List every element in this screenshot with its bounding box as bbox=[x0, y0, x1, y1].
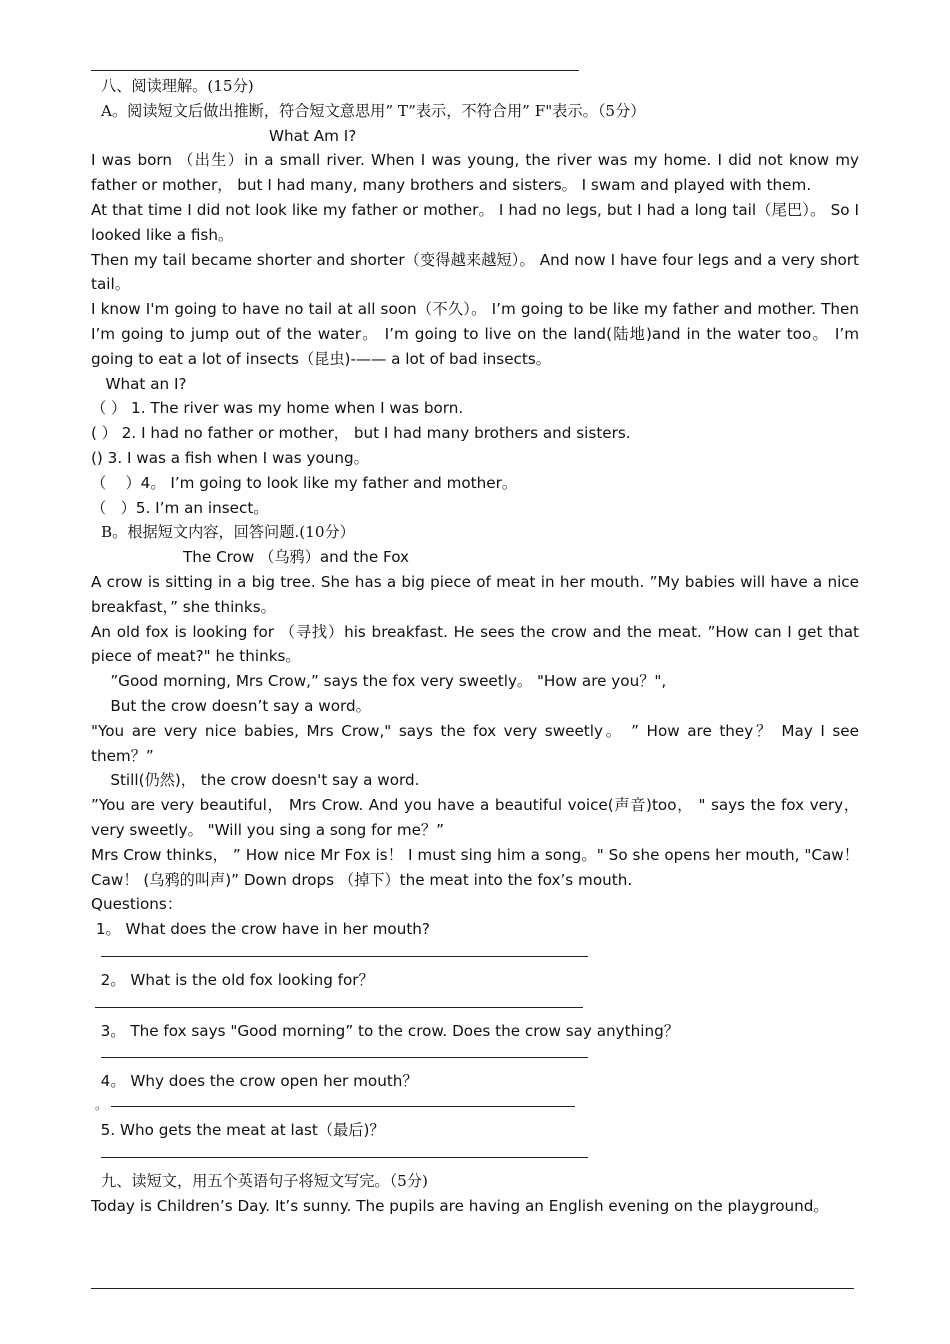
partB-question-2: 2。 What is the old fox looking for？ bbox=[91, 970, 374, 989]
partA-title: What Am I? bbox=[269, 126, 357, 145]
partB-paragraph-5: "You are very nice babies, Mrs Crow," says the fox very sweetly。 ” How are they？ May I see them？” bbox=[91, 721, 859, 765]
partB-instruction: B。根据短文内容，回答问题.(10分） bbox=[101, 523, 355, 542]
section9-paragraph: Today is Children’s Day. It’s sunny. The pupils are having an English evening on the playground。 bbox=[91, 1196, 829, 1215]
partB-paragraph-8: Mrs Crow thinks， ” How nice Mr Fox is！ I must sing him a song。" So she opens her mouth, "Caw！ Caw！ (乌鸦的叫声)” Down drops （掉下）the meat into the fox’s mouth. bbox=[91, 845, 859, 889]
worksheet-page bbox=[91, 58, 859, 1219]
partA-question-2: ( ） 2. I had no father or mother， but I had many brothers and sisters. bbox=[91, 424, 631, 443]
partA-instruction: A。阅读短文后做出推断，符合短文意思用” T”表示，不符合用” F"表示。（5分） bbox=[101, 101, 646, 120]
partA-paragraph-5: What an I? bbox=[91, 374, 187, 393]
partB-paragraph-4: But the crow doesn’t say a word。 bbox=[91, 696, 371, 715]
partB-question-1: 1。 What does the crow have in her mouth? bbox=[91, 920, 430, 939]
partA-question-1: （ ） 1. The river was my home when I was born. bbox=[91, 399, 464, 418]
partA-paragraph-4: I know I'm going to have no tail at all soon（不久）。 I’m going to be like my father and mother. Then I’m going to jump out of the water。 I’m going to live on the land(陆地)and in the water too。 I’m going to eat a lot of insects（昆虫)-—— a lot of bad insects。 bbox=[91, 300, 859, 368]
partA-question-5: （ ）5. I’m an insect。 bbox=[91, 498, 269, 517]
partB-question-4: 4。 Why does the crow open her mouth？ bbox=[91, 1072, 418, 1091]
partB-paragraph-3: ”Good morning, Mrs Crow,” says the fox very sweetly。 "How are you？", bbox=[91, 672, 667, 691]
partA-question-4: （ ）4。 I’m going to look like my father and mother。 bbox=[91, 473, 518, 492]
section9-heading: 九、读短文，用五个英语句子将短文写完。（5分) bbox=[101, 1172, 428, 1191]
answer-line-4[interactable] bbox=[111, 1106, 575, 1108]
bottom-answer-line[interactable] bbox=[91, 1288, 854, 1289]
partA-question-3: () 3. I was a fish when I was young。 bbox=[91, 448, 369, 467]
partB-question-5: 5. Who gets the meat at last（最后)？ bbox=[91, 1121, 385, 1140]
answer-prefix-mark: 。 bbox=[95, 1098, 108, 1113]
partB-paragraph-2: An old fox is looking for （寻找）his breakfast. He sees the crow and the meat. ”How can I get that piece of meat?" he thinks。 bbox=[91, 622, 859, 666]
partA-paragraph-1: I was born （出生）in a small river. When I was young, the river was my home. I did not know my father or mother， but I had many, many brothers and sisters。 I swam and played with them. bbox=[91, 151, 859, 195]
partB-question-3: 3。 The fox says "Good morning” to the crow. Does the crow say anything？ bbox=[91, 1021, 679, 1040]
partB-paragraph-7: ”You are very beautiful， Mrs Crow. And you have a beautiful voice(声音)too， " says the fox very， very sweetly。 "Will you sing a song for me？” bbox=[91, 796, 859, 839]
partB-paragraph-6: Still(仍然)， the crow doesn't say a word. bbox=[91, 771, 420, 790]
questions-label: Questions： bbox=[91, 895, 183, 914]
section8-heading: 八、阅读理解。(15分) bbox=[101, 77, 254, 95]
partB-paragraph-1: A crow is sitting in a big tree. She has a big piece of meat in her mouth. ”My babies will have a nice breakfast，” she thinks。 bbox=[91, 572, 859, 616]
partA-paragraph-2: At that time I did not look like my father or mother。 I had no legs, but I had a long tail（尾巴）。 So I looked like a fish。 bbox=[91, 200, 859, 244]
partA-paragraph-3: Then my tail became shorter and shorter（变得越来越短）。 And now I have four legs and a very short tail。 bbox=[91, 250, 859, 294]
partB-title: The Crow （乌鸦）and the Fox bbox=[183, 548, 410, 567]
